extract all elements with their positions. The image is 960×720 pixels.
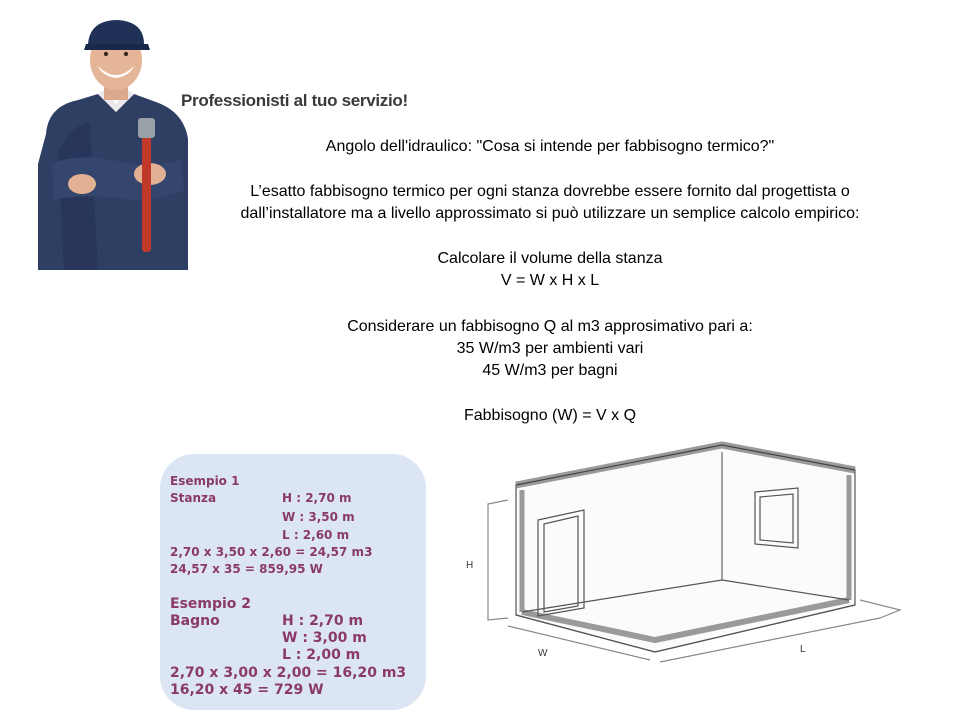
- example2-room: Bagno: [170, 613, 220, 629]
- rate-generic: 35 W/m3 per ambienti vari: [456, 340, 644, 357]
- example1-heading: Esempio 1: [170, 474, 240, 488]
- example2-heading: Esempio 2: [170, 596, 252, 612]
- tagline: Professionisti al tuo servizio!: [181, 91, 408, 110]
- step1-title: Calcolare il volume della stanza: [437, 250, 663, 267]
- width-label: W: [538, 648, 548, 659]
- step2-title: Considerare un fabbisogno Q al m3 approsimativo pari a:: [347, 318, 753, 335]
- room-diagram: [460, 440, 930, 670]
- rate-bathroom: 45 W/m3 per bagni: [482, 362, 618, 379]
- example1-room: Stanza: [170, 491, 217, 505]
- length-label: L: [800, 644, 806, 655]
- intro-line-1: L’esatto fabbisogno termico per ogni stanza dovrebbe essere fornito dal progettista o: [250, 183, 850, 200]
- example2-volume: 2,70 x 3,00 x 2,00 = 16,20 m3: [170, 665, 407, 681]
- example1-l: L : 2,60 m: [282, 528, 350, 542]
- example1-h: H : 2,70 m: [282, 491, 352, 505]
- example1-volume: 2,70 x 3,50 x 2,60 = 24,57 m3: [170, 545, 373, 559]
- result-formula: Fabbisogno (W) = V x Q: [463, 407, 637, 424]
- height-label: H: [466, 560, 474, 571]
- example2-w: W : 3,00 m: [282, 630, 367, 646]
- example2-l: L : 2,00 m: [282, 647, 361, 663]
- article-title: Angolo dell'idraulico: "Cosa si intende per fabbisogno termico?": [325, 138, 775, 155]
- volume-formula: V = W x H x L: [500, 272, 600, 289]
- example1-w: W : 3,50 m: [282, 510, 355, 524]
- example2-need: 16,20 x 45 = 729 W: [170, 682, 324, 698]
- example2-h: H : 2,70 m: [282, 613, 364, 629]
- intro-line-2: dall’installatore ma a livello approssimato si può utilizzare un semplice calcolo empirico:: [240, 205, 860, 222]
- example1-need: 24,57 x 35 = 859,95 W: [170, 562, 323, 576]
- examples-panel: [160, 454, 426, 710]
